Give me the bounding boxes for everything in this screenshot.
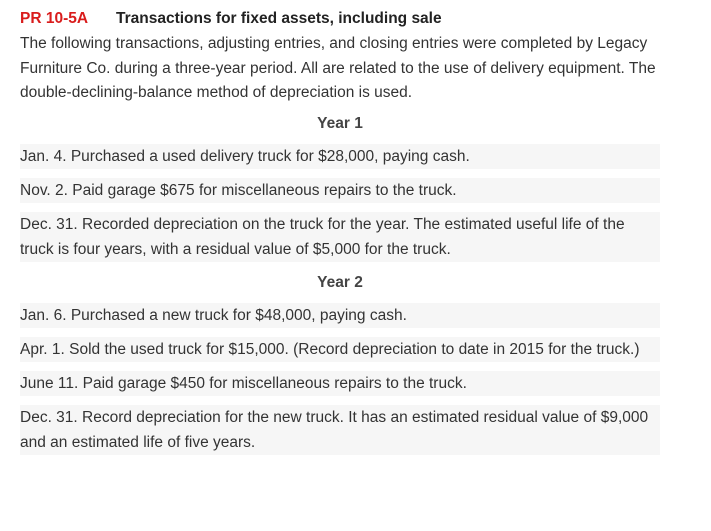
year-1-transaction: Nov. 2. Paid garage $675 for miscellaneous repairs to the truck. xyxy=(20,178,660,203)
problem-header xyxy=(20,8,691,30)
year-2-transaction: Dec. 31. Record depreciation for the new truck. It has an estimated residual value of $9,000 and an estimated life of five years. xyxy=(20,405,660,455)
year-1-transaction: Dec. 31. Recorded depreciation on the truck for the year. The estimated useful life of the truck is four years, with a residual value of $5,000 for the truck. xyxy=(20,212,660,262)
problem-intro: The following transactions, adjusting entries, and closing entries were completed by Legacy Furniture Co. during a three-year period. All are related to the use of delivery equipment. The double-declining-balance method of depreciation is used. xyxy=(20,35,656,101)
year-2-transaction: June 11. Paid garage $450 for miscellaneous repairs to the truck. xyxy=(20,371,660,396)
problem-id: PR 10-5A xyxy=(20,10,89,27)
year-2-transaction: Jan. 6. Purchased a new truck for $48,000, paying cash. xyxy=(20,303,660,328)
problem-title: Transactions for fixed assets, including sale xyxy=(116,10,442,27)
year-1-transaction: Jan. 4. Purchased a used delivery truck for $28,000, paying cash. xyxy=(20,144,660,169)
year-2-heading: Year 2 xyxy=(317,273,363,291)
year-1-heading: Year 1 xyxy=(317,114,363,132)
year-2-transaction: Apr. 1. Sold the used truck for $15,000. (Record depreciation to date in 2015 for the truck.) xyxy=(20,337,660,362)
